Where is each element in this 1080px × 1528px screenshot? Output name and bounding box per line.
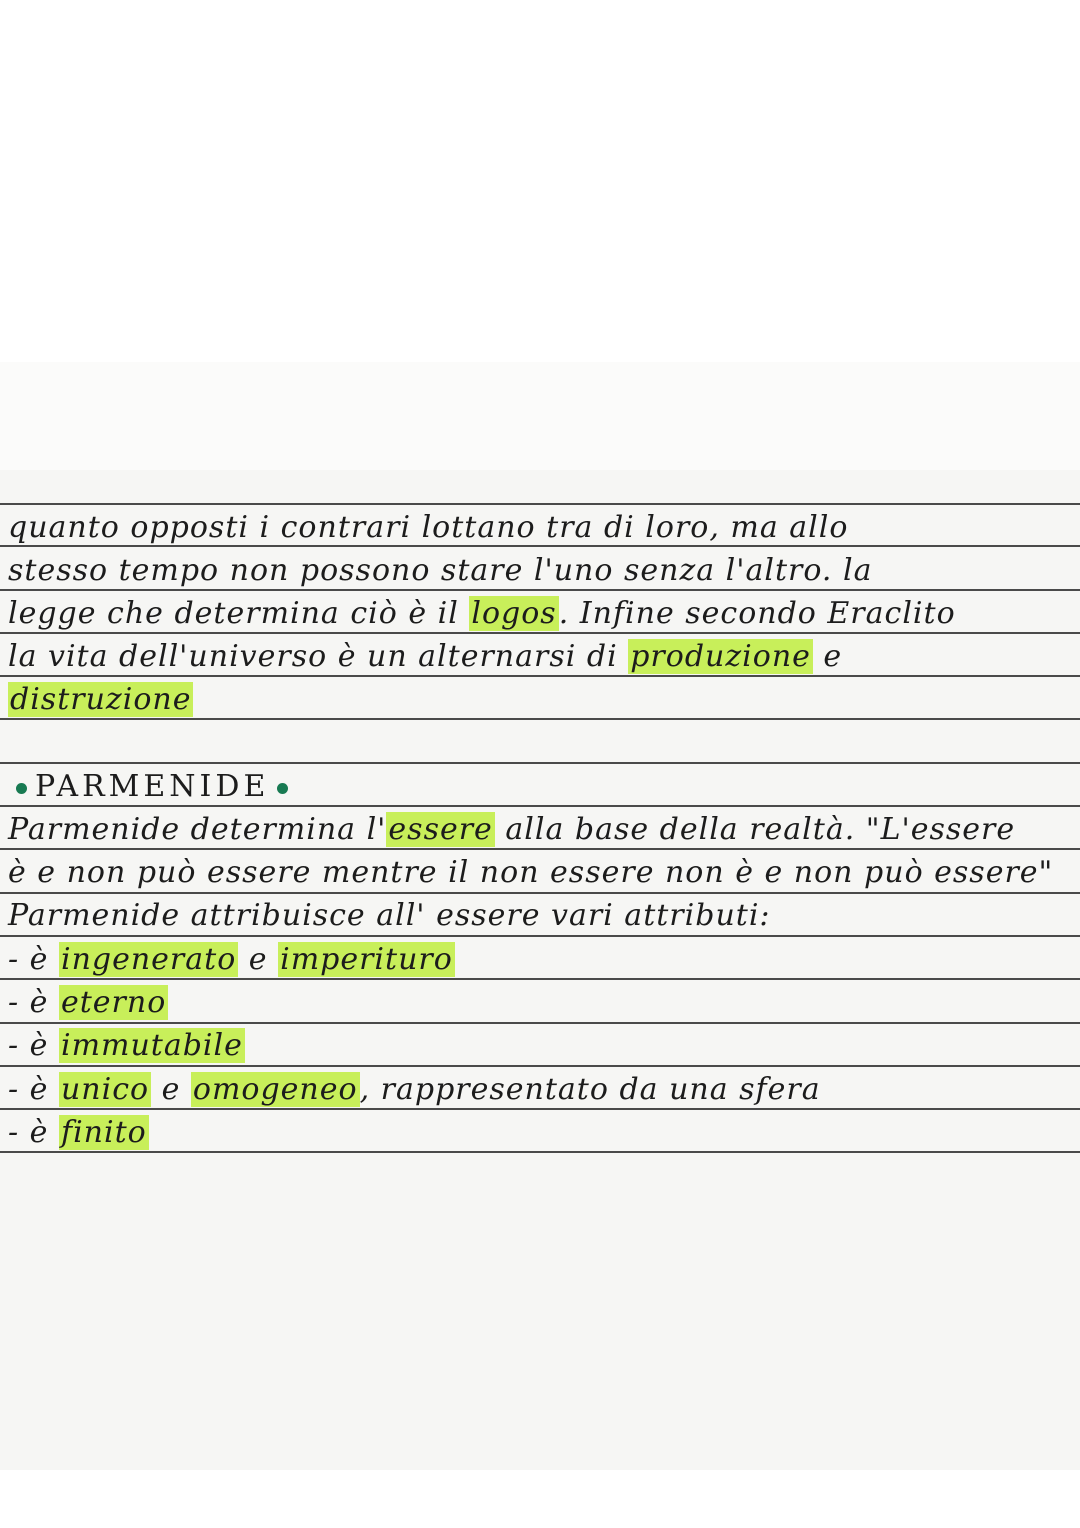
list-item: - è unico e omogeneo, rappresentato da una sfera [8,1072,821,1107]
rule-line [0,848,1080,850]
rule-line [0,892,1080,894]
text-line [8,682,193,717]
rule-line [0,1022,1080,1024]
highlight: unico [60,1072,150,1107]
list-item: - è ingenerato e imperituro [8,942,453,977]
rule-line [0,1065,1080,1067]
text-line: la vita dell'universo è un alternarsi di produzione e [8,639,843,674]
highlight: immutabile [60,1028,243,1063]
highlight: produzione [630,639,811,674]
text-line: è e non può essere mentre il non essere non è e non può essere" [8,855,1054,890]
highlight: ingenerato [60,942,237,977]
bullet-dot-icon [16,783,27,794]
list-item: - è immutabile [8,1028,243,1063]
highlight: omogeneo [192,1072,358,1107]
highlight: logos [471,596,557,631]
rule-line [0,675,1080,677]
highlight: finito [60,1115,147,1150]
rule-line [0,503,1080,505]
text-line: stesso tempo non possono stare l'uno senza l'altro. la [8,553,873,588]
rule-line [0,978,1080,980]
rule-line [0,805,1080,807]
list-item: - è finito [8,1115,147,1150]
text-line: Parmenide determina l'essere alla base della realtà. "L'essere [8,812,1016,847]
text-line: Parmenide attribuisce all' essere vari attributi: [8,898,771,933]
rule-line [0,545,1080,547]
highlight: essere [388,812,493,847]
highlight: eterno [60,985,167,1020]
rule-line [0,935,1080,937]
highlight: imperituro [280,942,453,977]
paper-top [0,362,1080,470]
rule-line [0,718,1080,720]
section-heading: PARMENIDE [8,769,296,804]
bullet-dot-icon [277,783,288,794]
rule-line [0,1108,1080,1110]
text-line: quanto opposti i contrari lottano tra di loro, ma allo [8,510,849,545]
list-item: - è eterno [8,985,167,1020]
rule-line [0,762,1080,764]
text-line: legge che determina ciò è il logos. Infine secondo Eraclito [8,596,956,631]
highlight: distruzione [10,682,192,717]
rule-line [0,1151,1080,1153]
rule-line [0,632,1080,634]
rule-line [0,589,1080,591]
